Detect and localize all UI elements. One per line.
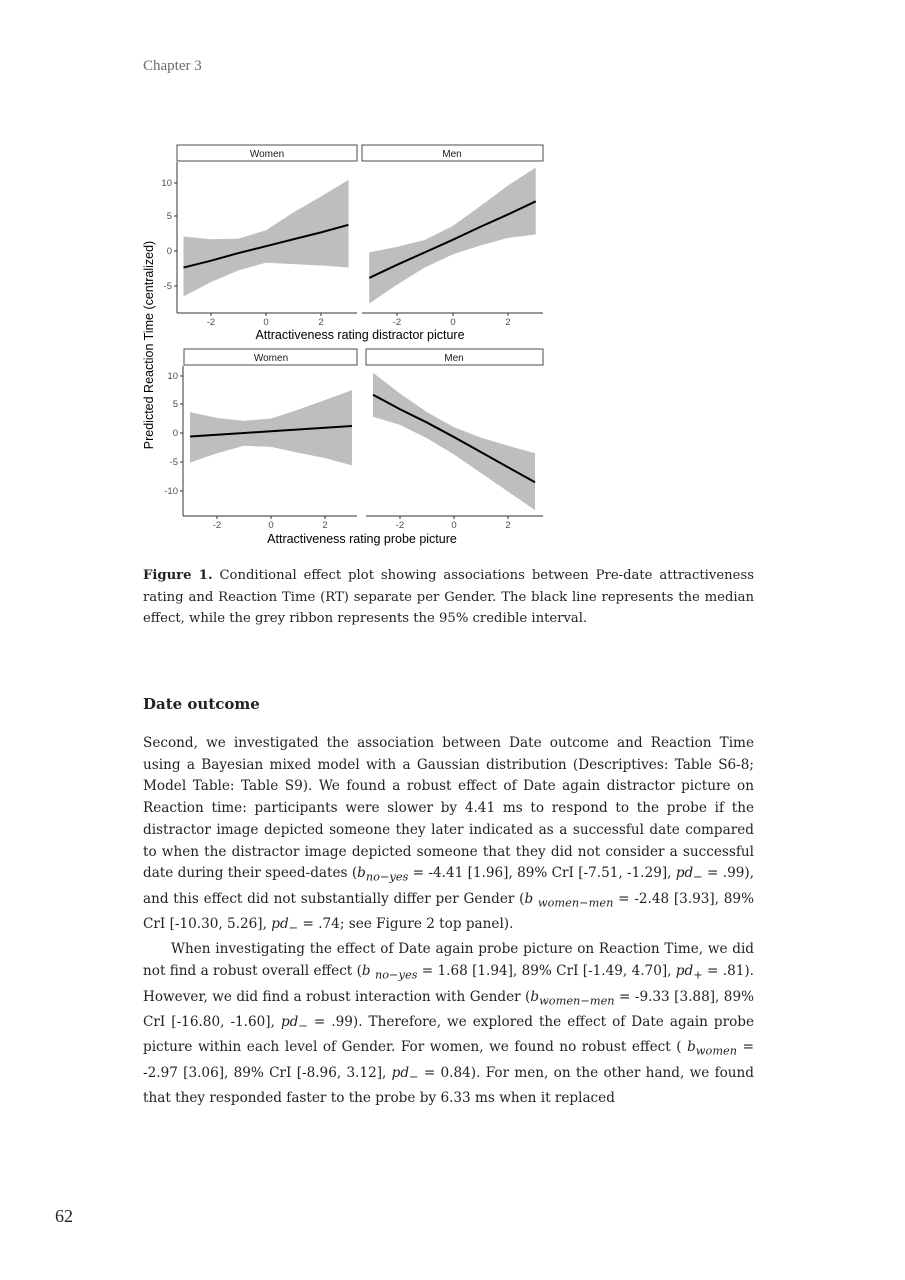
plot-top-men: [369, 168, 536, 304]
y-tick-label: -5: [163, 281, 172, 292]
y-tick-label: 10: [161, 178, 172, 189]
x-tick-label: 2: [322, 520, 328, 531]
panel-row-bottom: [164, 349, 543, 546]
running-head: Chapter 3: [143, 58, 202, 74]
x-tick-label: 0: [451, 520, 457, 531]
paragraph: Second, we investigated the association between Date outcome and Reaction Time using a Bayesian mixed model with a Gaussian distribution (Descriptives: Table S6-8; Model Table: Table S9). We found a robust effect of Date again distractor picture on Reaction time: participants were slower by 4.41 ms to respond to the probe if the distractor image depicted someone they later indicated as a successful date compared to when the distractor image depicted someone that they did not consider a successful date during their speed-dates ($b_{no-yes} = -4.41$ [1.96], 89% CrI [-7.51, -1.29], $pd_- = .99$), and this effect did not substantially differ per Gender (b $_{women-men}$ = -2.48 [3.93], 89% CrI [-10.30, 5.26], $pd_- = .74$; see Figure 2 top panel).: [143, 735, 755, 935]
plot-top-women: [184, 180, 349, 297]
caption-label: Figure 1.: [143, 568, 213, 583]
conditional-effect-plot: [0, 0, 905, 560]
page-number: 62: [55, 1206, 73, 1226]
figure-caption: [143, 565, 754, 630]
credible-interval-ribbon: [184, 180, 349, 297]
y-tick-label: -5: [169, 457, 178, 468]
section-heading: Date outcome: [143, 695, 260, 713]
strip-label-bottom-men: Men: [444, 353, 464, 364]
caption-text: Conditional effect plot showing associations between Pre-date attractiveness rating and Reaction Time (RT) separate per Gender. The black line represents the median effect, while the grey ribbon represents the 95% credible interval.: [143, 568, 754, 626]
panel-row-top: [161, 145, 543, 342]
body-text: [143, 733, 754, 1110]
x-tick-label: -2: [395, 520, 405, 531]
x-tick-label: -2: [212, 520, 222, 531]
y-ticks-bottom: [164, 371, 183, 497]
figure-1: [0, 0, 905, 560]
x-tick-label: -2: [206, 317, 216, 328]
x-tick-label: 2: [505, 317, 511, 328]
x-tick-label: 0: [263, 317, 269, 328]
plot-bottom-women: [190, 390, 352, 465]
x-tick-label: -2: [392, 317, 402, 328]
y-tick-label: 5: [166, 211, 172, 222]
y-tick-label: 5: [172, 399, 178, 410]
credible-interval-ribbon: [373, 373, 535, 510]
x-axis-title-bottom: Attractiveness rating probe picture: [267, 532, 457, 546]
paragraph: When investigating the effect of Date again probe picture on Reaction Time, we did not find a robust overall effect (b $_{no-yes}$ = 1.68 [1.94], 89% CrI [-1.49, 4.70], $pd_+ = .81$). However, we did find a robust interaction with Gender ($b_{women-men} = -9.33$ [3.88], 89% CrI [-16.80, -1.60], $pd_- = .99$). Therefore, we explored the effect of Date again probe picture within each level of Gender. For women, we found no robust effect ( $b_{women} = -2.97$ [3.06], 89% CrI [-8.96, 3.12], $pd_- = 0.84$). For men, on the other hand, we found that they responded faster to the probe by 6.33 ms when it replaced: [143, 941, 755, 1107]
x-tick-label: 2: [505, 520, 511, 531]
x-tick-label: 2: [318, 317, 324, 328]
credible-interval-ribbon: [369, 168, 536, 304]
y-ticks-top: [161, 178, 177, 292]
x-tick-label: 0: [450, 317, 456, 328]
y-tick-label: -10: [164, 486, 178, 497]
x-tick-label: 0: [268, 520, 274, 531]
y-tick-label: 0: [172, 428, 178, 439]
strip-label-top-men: Men: [442, 149, 462, 160]
x-ticks-top: [207, 313, 511, 328]
y-axis-title: Predicted Reaction Time (centralized): [142, 240, 156, 450]
x-axis-title-top: Attractiveness rating distractor picture: [255, 328, 465, 342]
x-ticks-bottom: [213, 516, 511, 531]
median-effect-line: [369, 201, 536, 278]
y-tick-label: 0: [166, 246, 172, 257]
plot-bottom-men: [373, 373, 535, 510]
strip-label-top-women: Women: [249, 149, 285, 160]
strip-label-bottom-women: Women: [253, 353, 289, 364]
y-tick-label: 10: [167, 371, 178, 382]
